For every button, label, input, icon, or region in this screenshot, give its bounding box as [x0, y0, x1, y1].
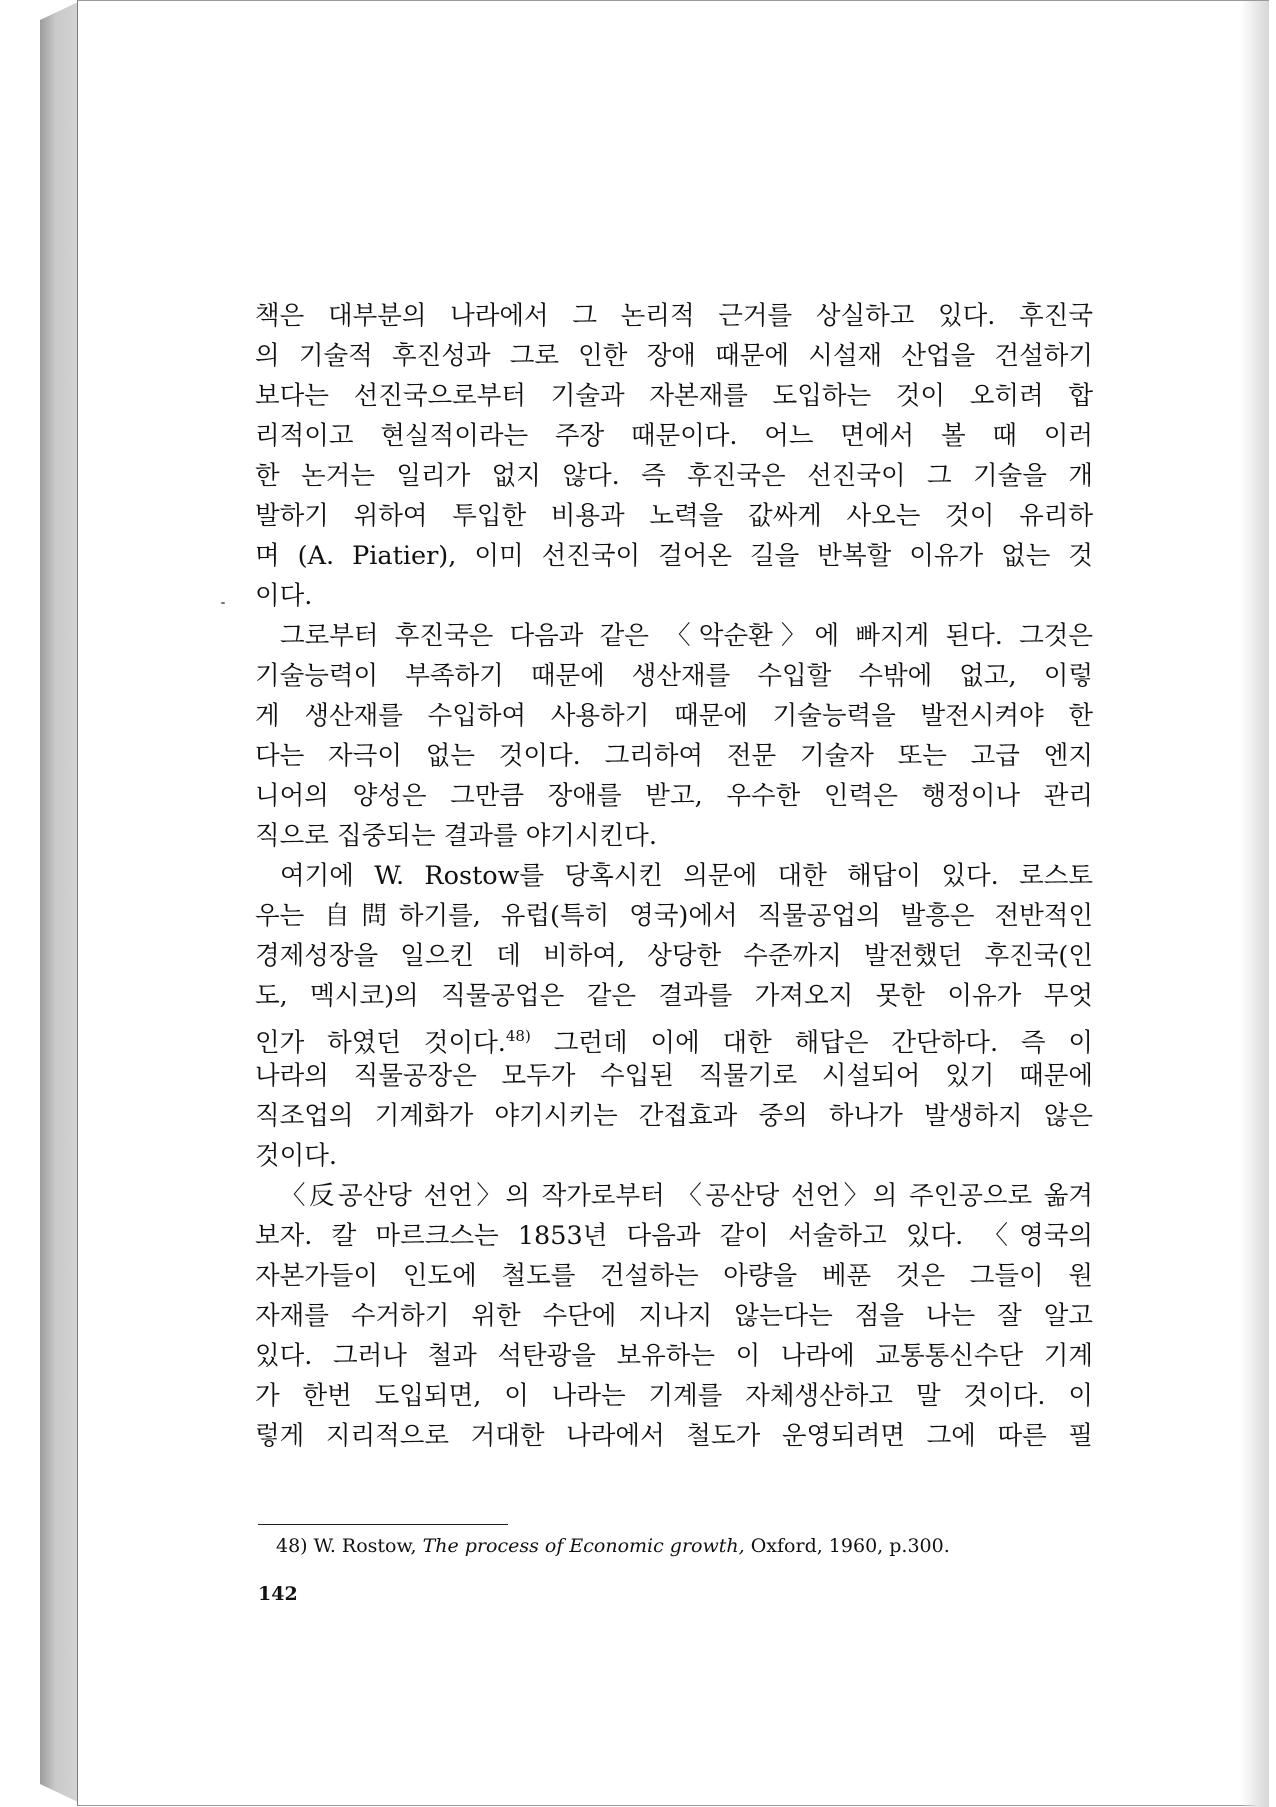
text-line: 보자. 칼 마르크스는 1853년 다음과 같이 서술하고 있다. 〈영국의: [255, 1221, 1093, 1251]
footnote-marker: 48): [276, 1535, 308, 1557]
text-line: 여기에 W. Rostow를 당혹시킨 의문에 대한 해답이 있다. 로스토: [280, 861, 1093, 891]
text-line: 있다. 그러나 철과 석탄광을 보유하는 이 나라에 교통통신수단 기계: [255, 1341, 1093, 1371]
text-line: 며 (A. Piatier), 이미 선진국이 걸어온 길을 반복할 이유가 없는 것: [255, 541, 1093, 571]
text-line: 자본가들이 인도에 철도를 건설하는 아량을 베푼 것은 그들이 원: [255, 1261, 1093, 1291]
text-line: 그로부터 후진국은 다음과 같은 〈악순환〉에 빠지게 된다. 그것은: [280, 621, 1093, 651]
text-line: 도, 멕시코)의 직물공업은 같은 결과를 가져오지 못한 이유가 무엇: [255, 981, 1093, 1011]
text-line: 게 생산재를 수입하여 사용하기 때문에 기술능력을 발전시켜야 한: [255, 701, 1093, 731]
text-line: [255, 1016, 1093, 1056]
text-line: 직으로 집중되는 결과를 야기시킨다.: [255, 821, 657, 851]
text-line: 보다는 선진국으로부터 기술과 자본재를 도입하는 것이 오히려 합: [255, 381, 1093, 411]
footnote-reference: 48): [505, 1027, 531, 1045]
text-line: 가 한번 도입되면, 이 나라는 기계를 자체생산하고 말 것이다. 이: [255, 1381, 1093, 1411]
text-line: 직조업의 기계화가 야기시키는 간접효과 중의 하나가 발생하지 않은: [255, 1101, 1093, 1131]
text-line: 자재를 수거하기 위한 수단에 지나지 않는다는 점을 나는 잘 알고: [255, 1301, 1093, 1331]
text-line: 것이다.: [255, 1141, 338, 1171]
footnote-divider: [258, 1524, 508, 1525]
footnote-title: The process of Economic growth,: [422, 1535, 745, 1557]
page-edge-shadow: [1241, 1, 1269, 1807]
text-fragment: 인가 하였던 것이다.: [255, 1028, 506, 1058]
text-line: 우는 自問하기를, 유럽(특히 영국)에서 직물공업의 발흥은 전반적인: [255, 901, 1093, 931]
text-line: 〈反공산당 선언〉의 작가로부터 〈공산당 선언〉의 주인공으로 옮겨: [280, 1181, 1093, 1211]
text-line: 이다.: [255, 581, 313, 611]
text-line: 렇게 지리적으로 거대한 나라에서 철도가 운영되려면 그에 따른 필: [255, 1421, 1093, 1451]
text-line: 나라의 직물공장은 모두가 수입된 직물기로 시설되어 있기 때문에: [255, 1061, 1093, 1091]
text-fragment: 그런데 이에 대한 해답은 간단하다. 즉 이: [553, 1028, 1094, 1058]
text-line: 리적이고 현실적이라는 주장 때문이다. 어느 면에서 볼 때 이러: [255, 421, 1093, 451]
text-line: 책은 대부분의 나라에서 그 논리적 근거를 상실하고 있다. 후진국: [255, 301, 1093, 331]
text-line: 한 논거는 일리가 없지 않다. 즉 후진국은 선진국이 그 기술을 개: [255, 461, 1093, 491]
page-number: 142: [258, 1583, 298, 1605]
text-line: 니어의 양성은 그만큼 장애를 받고, 우수한 인력은 행정이나 관리: [255, 781, 1093, 811]
footnote: [276, 1531, 1096, 1561]
text-line: 다는 자극이 없는 것이다. 그리하여 전문 기술자 또는 고급 엔지: [255, 741, 1093, 771]
footnote-publication: Oxford, 1960, p.300.: [750, 1535, 950, 1557]
book-spine: [40, 2, 78, 1802]
text-line: 발하기 위하여 투입한 비용과 노력을 값싸게 사오는 것이 유리하: [255, 501, 1093, 531]
text-line: 경제성장을 일으킨 데 비하여, 상당한 수준까지 발전했던 후진국(인: [255, 941, 1093, 971]
text-line: 기술능력이 부족하기 때문에 생산재를 수입할 수밖에 없고, 이렇: [255, 661, 1093, 691]
scan-speck: [221, 602, 225, 604]
footnote-author: W. Rostow,: [313, 1535, 417, 1557]
text-line: 의 기술적 후진성과 그로 인한 장애 때문에 시설재 산업을 건설하기: [255, 341, 1093, 371]
